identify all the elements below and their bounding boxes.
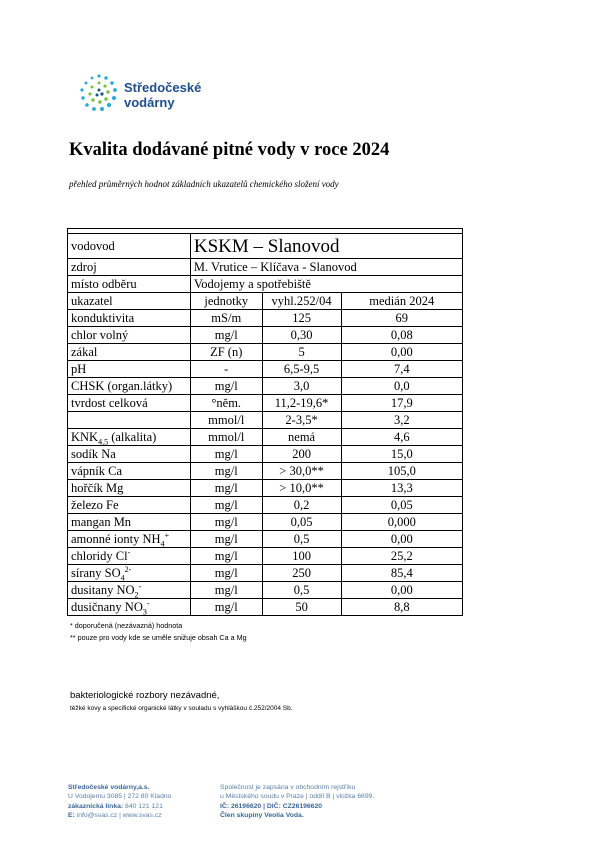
row-name: CHSK (organ.látky) [68,378,191,395]
row-unit: mg/l [190,582,262,599]
bacteriology-note: bakteriologické rozbory nezávadné, [70,690,220,701]
row-name: pH [68,361,191,378]
row-name: dusitany $NO_2^-$ [68,582,191,599]
row-name: sírany $SO_4^{2-}$ [68,565,191,582]
row-unit: mg/l [190,565,262,582]
row-limit: 250 [262,565,341,582]
row-unit: mS/m [190,310,262,327]
table-row [68,361,463,378]
row-median: 13,3 [341,480,463,497]
footer-reg-line-4: Člen skupiny Veolia Voda. [220,812,304,820]
row-median: 4,6 [341,429,463,446]
row-limit: 125 [262,310,341,327]
table-row [68,395,463,412]
row-limit: > 30,0** [262,463,341,480]
row-unit: °něm. [190,395,262,412]
row-limit: 200 [262,446,341,463]
row-median: 17,9 [341,395,463,412]
table-row [68,480,463,497]
row-median: 3,2 [341,412,463,429]
row-median: 15,0 [341,446,463,463]
row-unit: mg/l [190,480,262,497]
footer-address: U Vodojemu 3085 | 272 80 Kladno [68,793,172,801]
footer-registration [220,783,374,821]
row-name: dusičnany $NO_3^-$ [68,599,191,616]
footer-reg-line-1: Společnost je zapsána v obchodním rejstříku [220,784,356,791]
row-unit: mg/l [190,446,262,463]
table-row [68,497,463,514]
row-limit: 11,2-19,6* [262,395,341,412]
row-limit: nemá [262,429,341,446]
table-row [68,378,463,395]
row-unit: mmol/l [190,429,262,446]
column-header: jednotky [190,293,262,310]
row-unit: mg/l [190,378,262,395]
page-subtitle: přehled průměrných hodnot základních ukazatelů chemického složení vody [69,179,339,189]
table-row [68,599,463,616]
row-unit: mg/l [190,531,262,548]
table-row [68,310,463,327]
row-name: zákal [68,344,191,361]
column-header-row [68,293,463,310]
footer-reg-line-2: u Městského soudu v Praze | oddíl B | vložka 6699. [220,793,375,801]
row-median: 0,05 [341,497,463,514]
footnotes [70,620,247,644]
row-limit: 3,0 [262,378,341,395]
row-median: 25,2 [341,548,463,565]
row-limit: 6,5-9,5 [262,361,341,378]
row-median: 69 [341,310,463,327]
row-median: 0,0 [341,378,463,395]
row-unit: mmol/l [190,412,262,429]
row-median: 0,08 [341,327,463,344]
table-row [68,344,463,361]
footer-email[interactable]: info@svas.cz | www.svas.cz [74,812,162,820]
row-name: železo Fe [68,497,191,514]
water-quality-table [67,228,463,616]
heavy-metals-note: těžké kovy a specifické organické látky v souladu s vyhláškou č.252/2004 Sb. [70,705,293,712]
table-row [68,412,463,429]
row-limit: 100 [262,548,341,565]
logo-line-2: vodárny [124,95,175,110]
row-median: 105,0 [341,463,463,480]
row-median: 0,00 [341,531,463,548]
row-limit: 2-3,5* [262,412,341,429]
row-unit: mg/l [190,463,262,480]
company-logo [78,72,228,118]
vodovod-value: KSKM – Slanovod [190,234,462,259]
footer-hotline-label: zákaznická linka: [68,802,124,810]
row-median: 0,000 [341,514,463,531]
row-name [68,412,191,429]
table-row [68,463,463,480]
zdroj-label: zdroj [68,259,191,276]
row-limit: 0,2 [262,497,341,514]
vodovod-label: vodovod [68,234,191,259]
row-unit: mg/l [190,548,262,565]
logo-line-1: Středočeské [124,80,202,95]
row-name: chloridy Cl- [68,548,191,565]
column-header: ukazatel [68,293,191,310]
row-name: konduktivita [68,310,191,327]
row-name: amonné ionty $NH_4^+$ [68,531,191,548]
row-unit: ZF (n) [190,344,262,361]
row-name: $KNK_{4,5}$ (alkalita) [68,429,191,446]
row-limit: 0,5 [262,531,341,548]
data-rows [68,310,463,616]
table-row [68,548,463,565]
row-limit: > 10,0** [262,480,341,497]
row-name: tvrdost celková [68,395,191,412]
row-name: vápník Ca [68,463,191,480]
row-unit: mg/l [190,514,262,531]
footer-contact [68,783,171,821]
zdroj-value: M. Vrutice – Klíčava - Slanovod [190,259,462,276]
row-unit: mg/l [190,327,262,344]
table-row [68,446,463,463]
row-unit: mg/l [190,497,262,514]
table-row [68,327,463,344]
column-header: medián 2024 [341,293,463,310]
footer-email-label: E: [68,812,75,820]
footnote-2: ** pouze pro vody kde se uměle snižuje obsah Ca a Mg [70,633,247,642]
row-limit: 0,5 [262,582,341,599]
row-median: 85,4 [341,565,463,582]
column-header: vyhl.252/04 [262,293,341,310]
row-limit: 0,05 [262,514,341,531]
misto-label: místo odběru [68,276,191,293]
row-limit: 0,30 [262,327,341,344]
row-median: 8,8 [341,599,463,616]
footer-company: Středočeské vodárny,a.s. [68,784,150,791]
footnote-1: * doporučená (nezávazná) hodnota [70,621,183,630]
misto-value: Vodojemy a spotřebiště [190,276,462,293]
row-limit: 5 [262,344,341,361]
row-unit: mg/l [190,599,262,616]
table-row [68,531,463,548]
table-row [68,565,463,582]
row-median: 0,00 [341,344,463,361]
row-name: mangan Mn [68,514,191,531]
zdroj-row [68,259,463,276]
footer-reg-line-3: IČ: 26196620 | DIČ: CZ26196620 [220,802,323,810]
table-row [68,429,463,446]
footer-hotline: 840 121 121 [123,802,163,810]
row-median: 0,00 [341,582,463,599]
table-row [68,582,463,599]
row-name: hořčík Mg [68,480,191,497]
row-name: sodík Na [68,446,191,463]
page-title: Kvalita dodávané pitné vody v roce 2024 [69,140,390,160]
vodovod-row [68,234,463,259]
table-row [68,514,463,531]
row-unit: - [190,361,262,378]
row-limit: 50 [262,599,341,616]
row-median: 7,4 [341,361,463,378]
row-name: chlor volný [68,327,191,344]
logo-dots-icon [78,72,120,114]
misto-row [68,276,463,293]
